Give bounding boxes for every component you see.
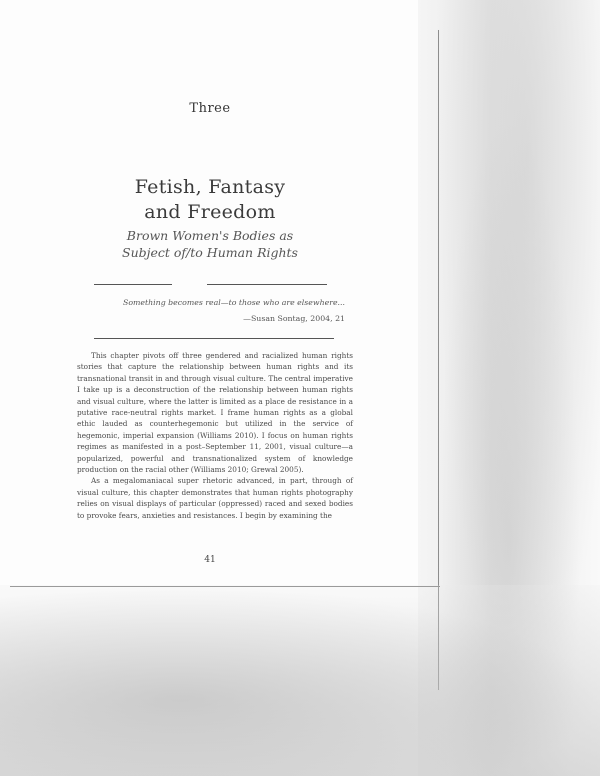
ornamental-rule-right — [207, 284, 327, 285]
epigraph-attribution: —Susan Sontag, 2004, 21 — [243, 314, 345, 323]
chapter-subtitle-line-1: Brown Women's Bodies as — [126, 228, 294, 243]
chapter-title-line-2: and Freedom — [144, 201, 276, 223]
body-paragraph-1: This chapter pivots off three gendered and racialized human rights stories that capture the relationship between human rights and its transnational transit in and through visual culture. The central imperative I take up is a deconstruction of the relationship between human rights and visual culture, where the latter is limited as a place de resistance in a putative race-neutral rights market. I frame human rights as a global ethic lauded as counterhegemonic but utilized in the service of hegemonic, imperial expansion (Williams 2010). I focus on human rights regimes as manifested in a post–September 11, 2001, visual culture—a popularized, powerful and transnationalized system of knowledge production on the racial other (Williams 2010; Grewal 2005). — [77, 351, 353, 475]
page-bottom-edge — [10, 586, 440, 587]
epigraph-rule — [94, 338, 334, 339]
chapter-body — [77, 350, 353, 521]
body-paragraph-2: As a megalomaniacal super rhetoric advanced, in part, through of visual culture, this chapter demonstrates that human rights photography relies on visual displays of particular (oppressed) raced and sexed bodies to provoke fears, anxieties and resistances. I begin by examining the — [77, 476, 353, 520]
chapter-subtitle-line-2: Subject of/to Human Rights — [122, 245, 298, 260]
chapter-number: Three — [189, 101, 231, 116]
page-number: 41 — [204, 555, 216, 565]
epigraph-quote: Something becomes real—to those who are elsewhere... — [122, 298, 345, 307]
chapter-title-line-1: Fetish, Fantasy — [134, 176, 286, 198]
scan-bottom-shadow — [0, 585, 600, 776]
ornamental-rule-left — [94, 284, 172, 285]
